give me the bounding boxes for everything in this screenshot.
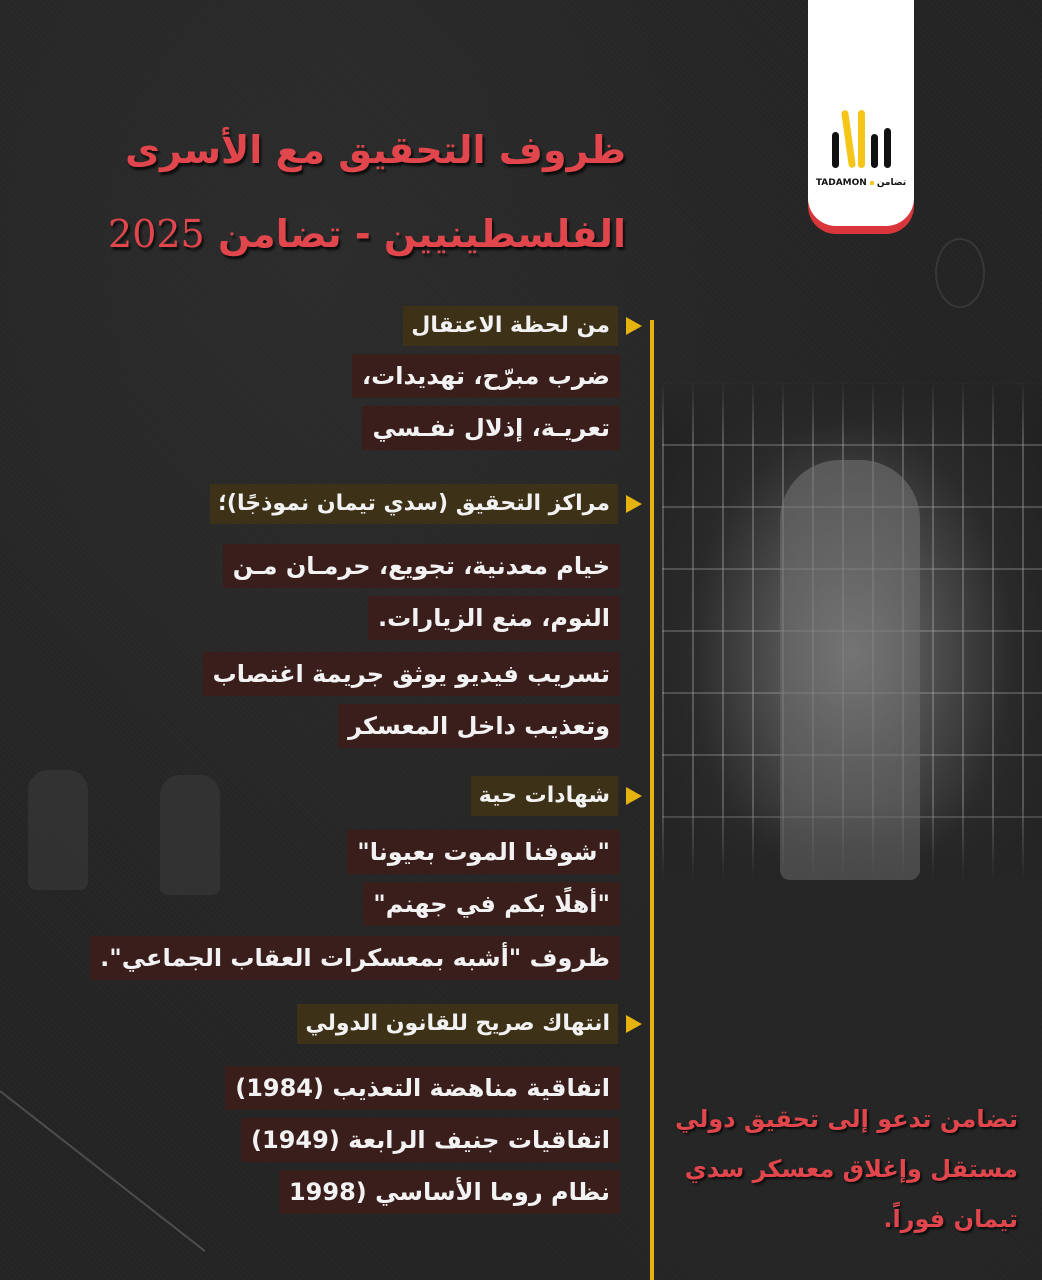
arrow-icon	[626, 317, 642, 335]
section-international-law	[225, 1004, 642, 1214]
arrow-icon	[626, 1015, 642, 1033]
section-line: "أهلًا بكم في جهنم"	[363, 882, 620, 926]
logo-arabic: تضامن	[876, 178, 907, 188]
section-line: تسريب فيديو يوثق جريمة اغتصاب	[203, 652, 620, 696]
call-to-action	[658, 1094, 1018, 1244]
section-line: اتفاقيات جنيف الرابعة (1949)	[241, 1118, 620, 1162]
section-line: وتعذيب داخل المعسكر	[338, 704, 620, 748]
arrow-icon	[626, 787, 642, 805]
section-line: اتفاقية مناهضة التعذيب (1984)	[225, 1066, 620, 1110]
section-header: مراكز التحقيق (سدي تيمان نموذجًا)؛	[210, 484, 618, 524]
section-line: خيام معدنية، تجويع، حرمـان مـن	[223, 544, 620, 588]
section-line: ظروف "أشبه بمعسكرات العقاب الجماعي".	[90, 936, 620, 980]
detainee-figure	[780, 460, 920, 880]
logo-bars-icon	[832, 104, 891, 168]
title-line-2: الفلسطينيين - تضامن 2025	[108, 212, 626, 256]
title-year: 2025	[108, 212, 205, 256]
title-line-1: ظروف التحقيق مع الأسرى	[125, 128, 626, 172]
tadamon-logo	[808, 0, 914, 226]
logo-dot	[870, 181, 874, 185]
section-line: "شوفنا الموت بعيونا"	[347, 830, 620, 874]
barbed-wire-decoration	[0, 1090, 205, 1252]
arrow-icon	[626, 495, 642, 513]
raised-fist-icon	[28, 770, 88, 890]
section-header: من لحظة الاعتقال	[403, 306, 618, 346]
section-interrogation-centers	[203, 484, 642, 748]
section-line: ضرب مبرّح، تهديدات،	[352, 354, 620, 398]
section-testimonies	[90, 776, 642, 980]
timeline-line	[650, 320, 654, 1280]
cta-line: تيمان فوراً.	[883, 1205, 1018, 1233]
handcuff-icon	[935, 238, 985, 308]
section-arrest	[352, 306, 642, 450]
section-line: النوم، منع الزيارات.	[368, 596, 620, 640]
section-header: شهادات حية	[471, 776, 618, 816]
section-header: انتهاك صريح للقانون الدولي	[297, 1004, 618, 1044]
cta-line: مستقل وإغلاق معسكر سدي	[684, 1155, 1018, 1183]
page-title	[66, 108, 626, 276]
section-line: تعريـة، إذلال نفـسي	[362, 406, 620, 450]
cta-line: تضامن تدعو إلى تحقيق دولي	[675, 1105, 1018, 1133]
section-line: نظام روما الأساسي (1998	[279, 1170, 620, 1214]
logo-latin: TADAMON	[815, 178, 867, 188]
